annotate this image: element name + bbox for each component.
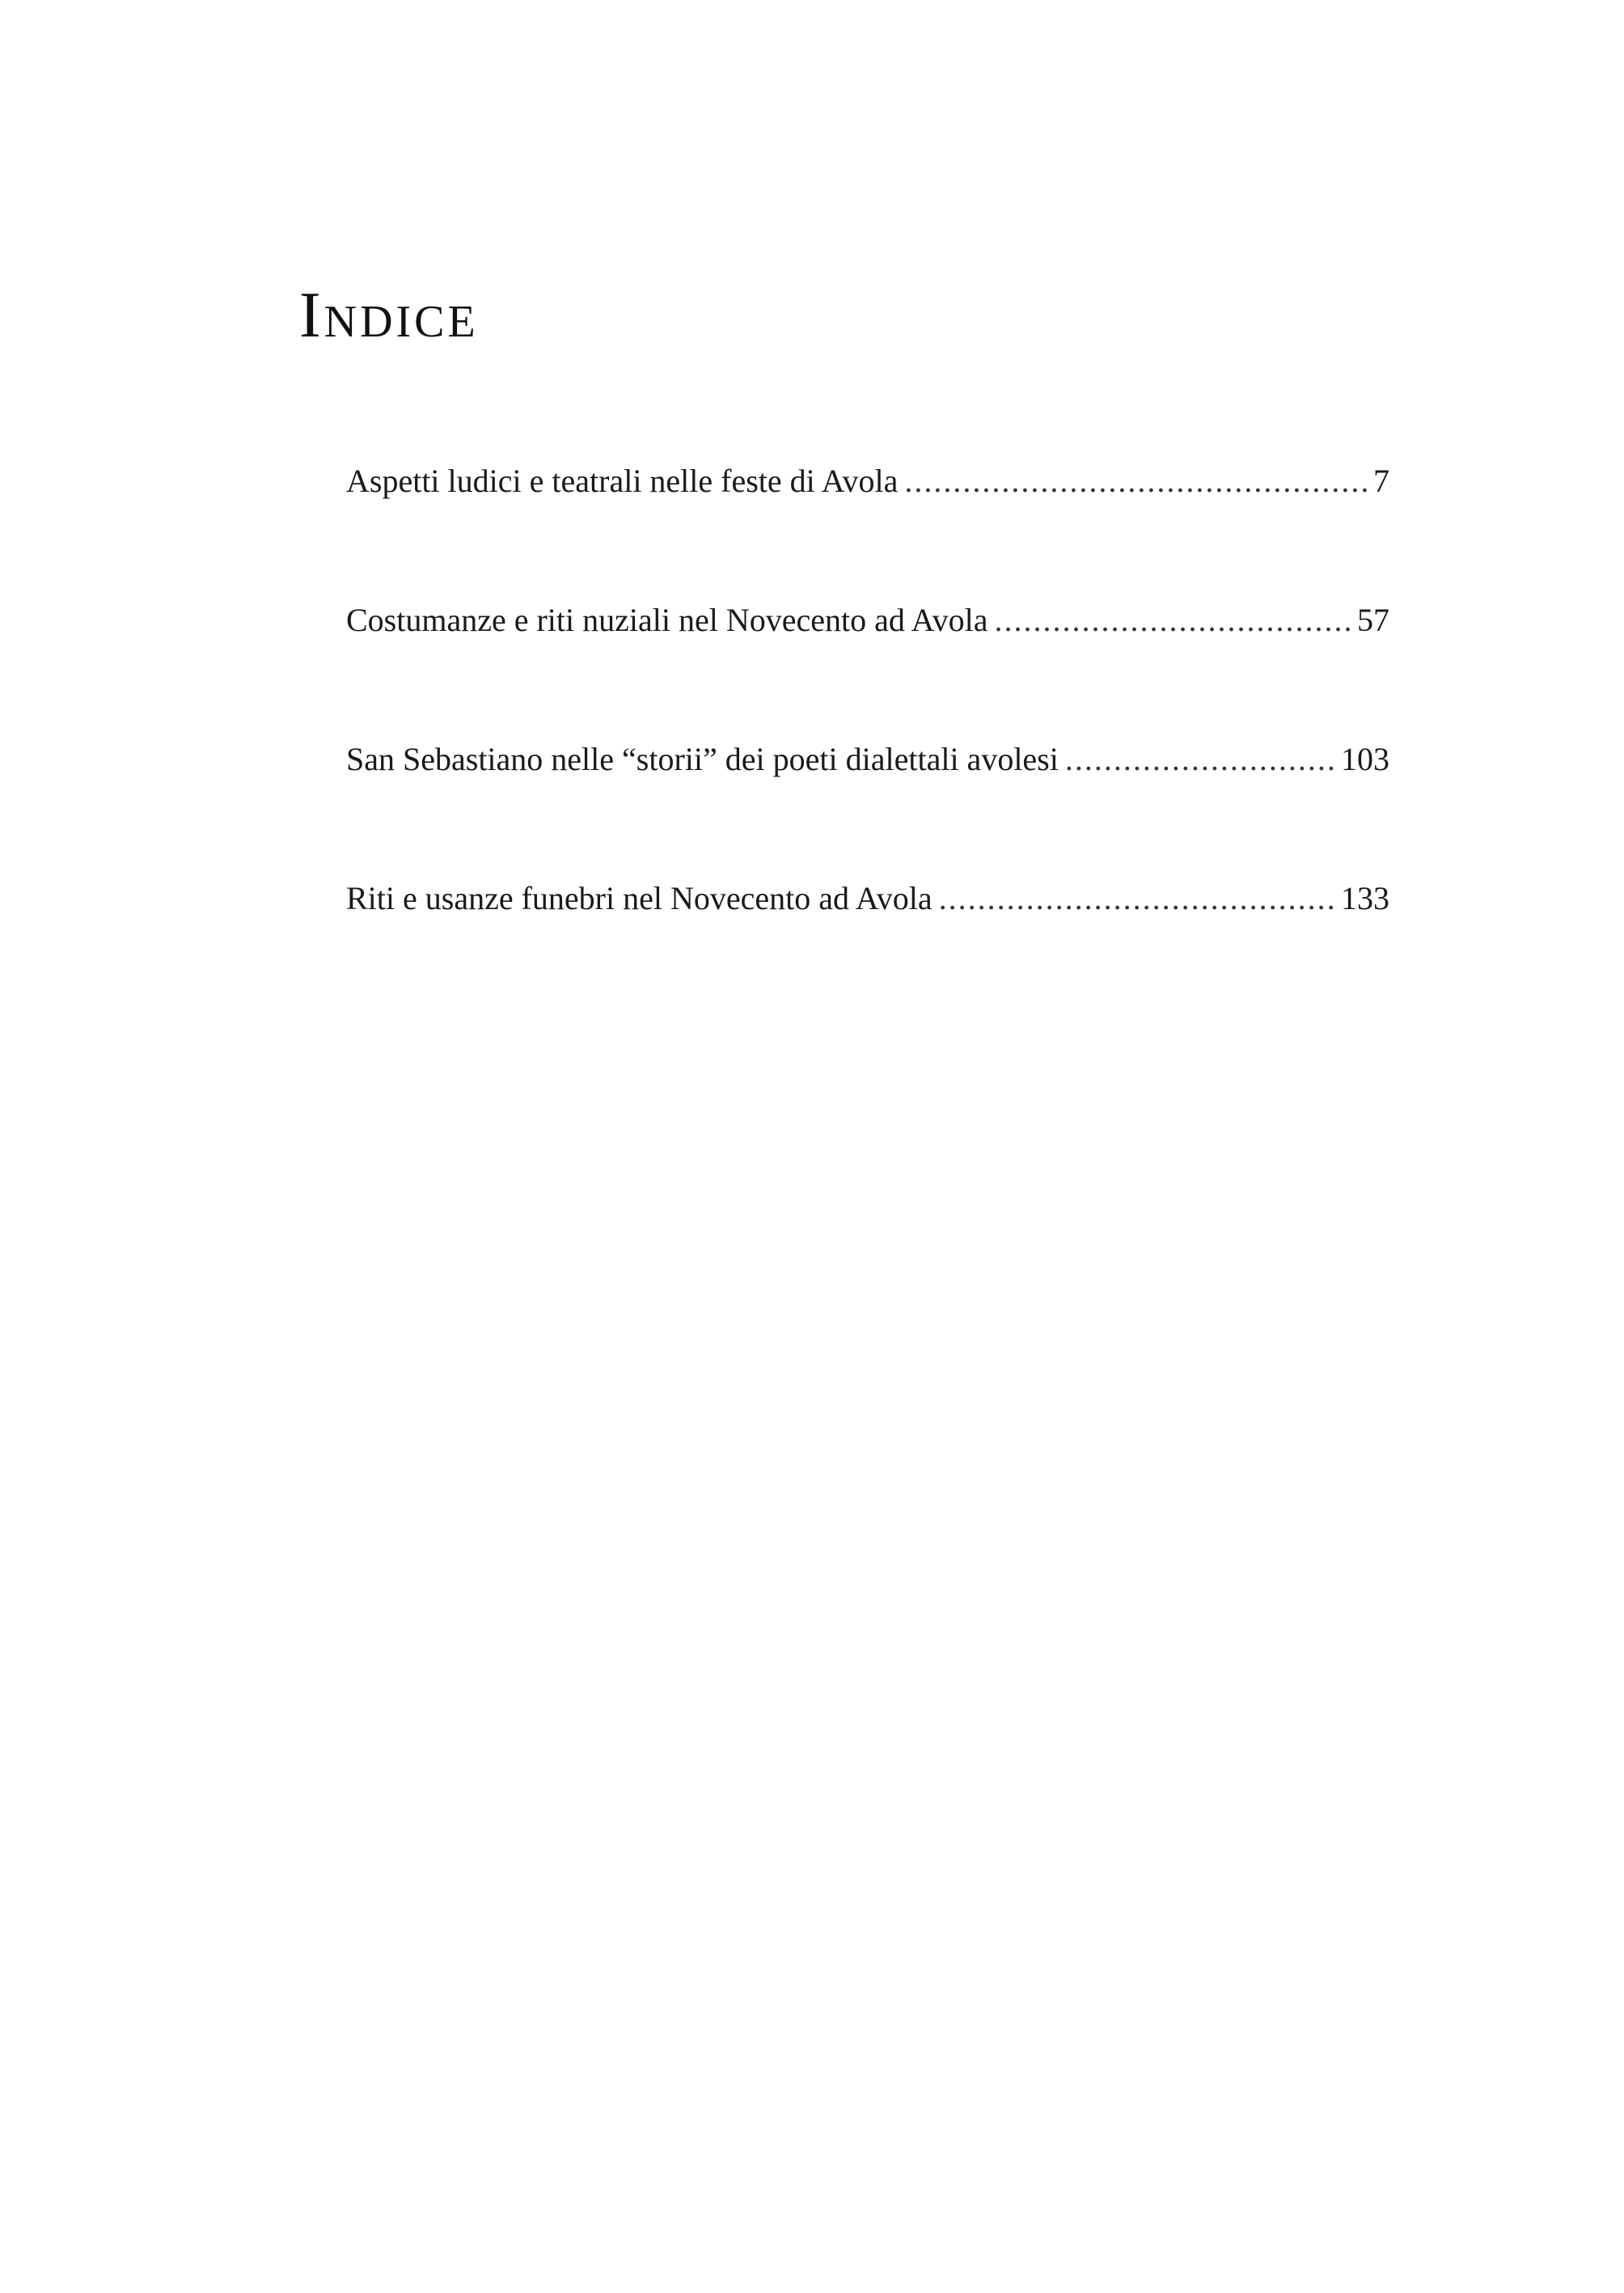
toc-entry-title: San Sebastiano nelle “storii” dei poeti dialettali avolesi (346, 741, 1059, 777)
toc-entry-page: 133 (1341, 880, 1389, 916)
toc-entry-title: Riti e usanze funebri nel Novecento ad Avola (346, 880, 933, 916)
table-of-contents (346, 453, 1389, 927)
toc-entry-page: 103 (1341, 741, 1389, 777)
toc-entry-page: 57 (1357, 602, 1389, 638)
toc-entry (346, 870, 1389, 927)
toc-entry (346, 453, 1389, 510)
dot-leader (904, 453, 1367, 510)
toc-entry-title: Aspetti ludici e teatrali nelle feste di Avola (346, 463, 899, 499)
toc-entry (346, 592, 1389, 649)
dot-leader (1065, 731, 1334, 788)
dot-leader (939, 870, 1334, 927)
toc-entry-title: Costumanze e riti nuziali nel Novecento ad Avola (346, 602, 988, 638)
toc-entry-page: 7 (1373, 463, 1389, 499)
dot-leader (994, 592, 1351, 649)
page-title: Indice (299, 280, 479, 351)
toc-entry (346, 731, 1389, 788)
